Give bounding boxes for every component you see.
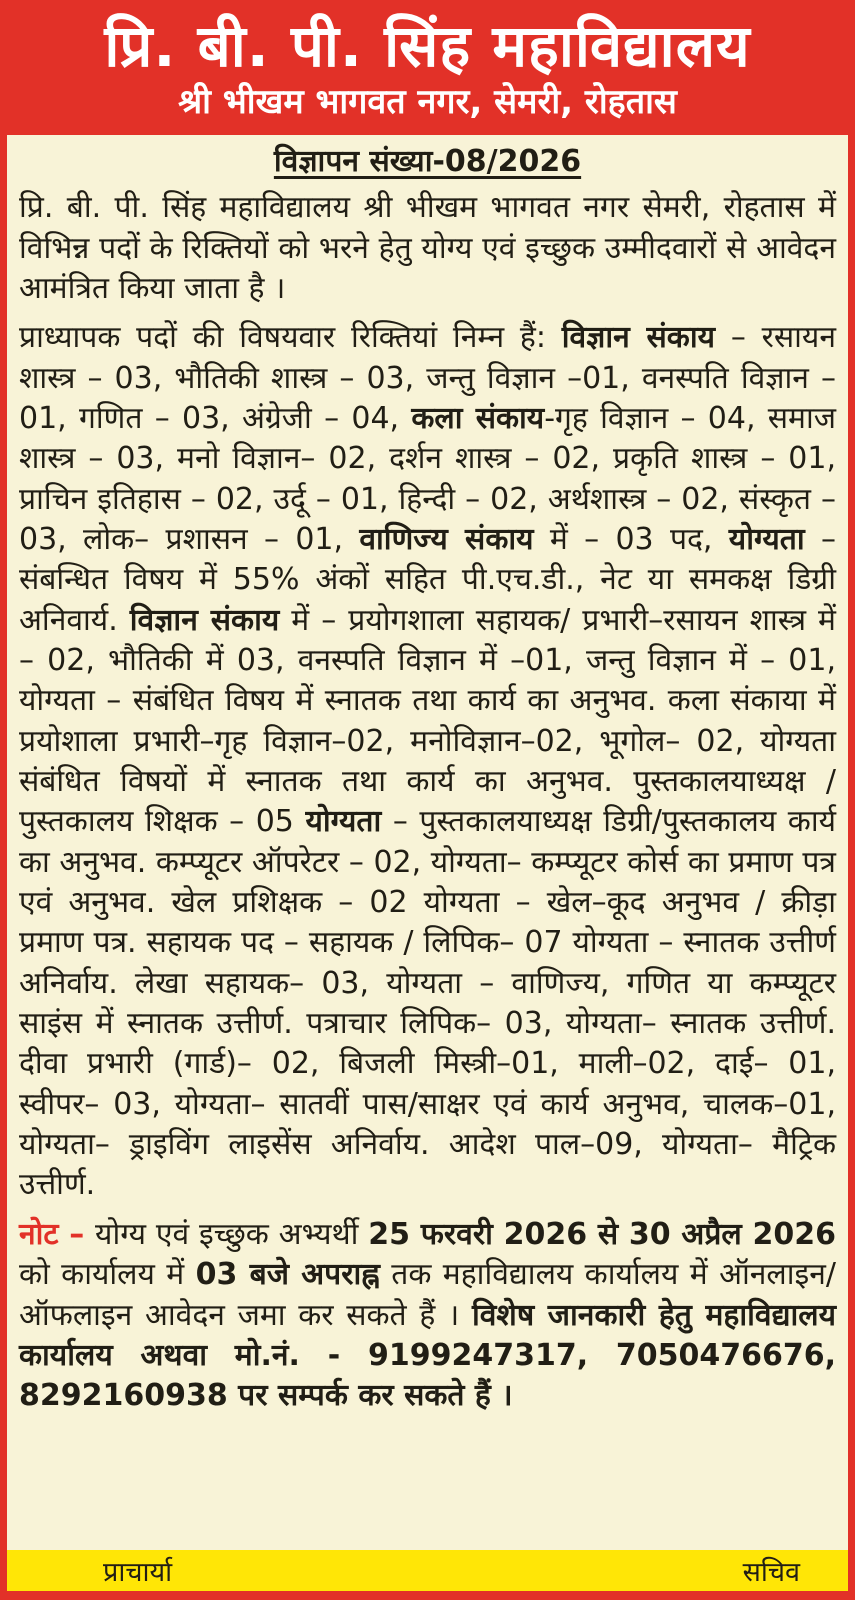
masthead (0, 0, 855, 135)
principal-signature: प्राचार्या (103, 1557, 173, 1588)
intro-paragraph: प्रि. बी. पी. सिंह महाविद्यालय श्री भीखम भागवत नगर सेमरी, रोहतास में विभिन्न पदों के रिक्तियों को भरने हेतु योग्य एवं इच्छुक उम्मीदवारों से आवेदन आमंत्रित किया जाता है । (19, 190, 836, 306)
notice-body (7, 135, 848, 1550)
advert-number: विज्ञापन संख्या-08/2026 (273, 144, 582, 180)
note-paragraph: नोट – योग्य एवं इच्छुक अभ्यर्थी 25 फरवरी 2026 से 30 अप्रैल 2026 को कार्यालय में 03 बजे अपराह्न तक महाविद्यालय कार्यालय में ऑनलाइन/ऑफलाइन आवेदन जमा कर सकते हैं । विशेष जानकारी हेतु महाविद्यालय कार्यालय अथवा मो.नं. - 9199247317, 7050476676, 8292160938 पर सम्पर्क कर सकते हैं । (19, 1216, 837, 1414)
secretary-signature: सचिव (742, 1557, 800, 1588)
vacancies-paragraph: प्राध्यापक पदों की विषयवार रिक्तियां निम्न हैं: विज्ञान संकाय – रसायन शास्त्र – 03, भौतिकी शास्त्र – 03, जन्तु विज्ञान –01, वनस्पति विज्ञान – 01, गणित – 03, अंग्रेजी – 04, कला संकाय-गृह विज्ञान – 04, समाज शास्त्र – 03, मनो विज्ञान– 02, दर्शन शास्त्र – 02, प्रकृति शास्त्र – 01, प्राचिन इतिहास – 02, उर्दू – 01, हिन्दी – 02, अर्थशास्त्र – 02, संस्कृत – 03, लोक– प्रशासन – 01, वाणिज्य संकाय में – 03 पद, योग्यता – संबन्धित विषय में 55% अंकों सहित पी.एच.डी., नेट या समकक्ष डिग्री अनिवार्य. विज्ञान संकाय में – प्रयोगशाला सहायक/ प्रभारी–रसायन शास्त्र में – 02, भौतिकी में 03, वनस्पति विज्ञान में –01, जन्तु विज्ञान में – 01, योग्यता – संबंधित विषय में स्नातक तथा कार्य का अनुभव. कला संकाया में प्रयोशाला प्रभारी–गृह विज्ञान–02, मनोविज्ञान–02, भूगोल– 02, योग्यता संबंधित विषयों में स्नातक तथा कार्य का अनुभव. पुस्तकालयाध्यक्ष / पुस्तकालय शिक्षक – 05 योग्यता – पुस्तकालयाध्यक्ष डिग्री/पुस्तकालय कार्य का अनुभव. कम्प्यूटर ऑपरेटर – 02, योग्यता– कम्प्यूटर कोर्स का प्रमाण पत्र एवं अनुभव. खेल प्रशिक्षक – 02 योग्यता – खेल–कूद अनुभव / क्रीड़ा प्रमाण पत्र. सहायक पद – सहायक / लिपिक– 07 योग्यता – स्नातक उत्तीर्ण अनिर्वाय. लेखा सहायक– 03, योग्यता – वाणिज्य, गणित या कम्प्यूटर साइंस में स्नातक उत्तीर्ण. पत्राचार लिपिक– 03, योग्यता– स्नातक उत्तीर्ण. दीवा प्रभारी (गार्ड)– 02, बिजली मिस्त्री–01, माली–02, दाई– 01, स्वीपर– 03, योग्यता– सातवीं पास/साक्षर एवं कार्य अनुभव, चालक–01, योग्यता– ड्राइविंग लाइसेंस अनिर्वाय. आदेश पाल–09, योग्यता– मैट्रिक उत्तीर्ण. (19, 320, 837, 1203)
signature-strip (7, 1550, 848, 1591)
college-address: श्री भीखम भागवत नगर, सेमरी, रोहतास (178, 82, 677, 123)
college-name: प्रि. बी. पी. सिंह महाविद्यालय (104, 12, 751, 80)
